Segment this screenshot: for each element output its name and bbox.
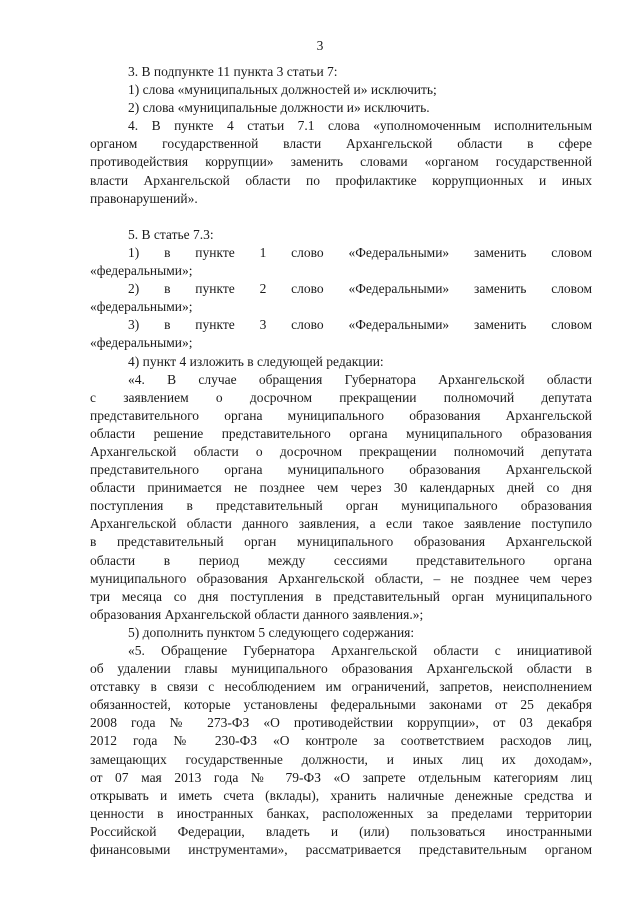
- text-line: 2) слова «муниципальные должности и» исключить.: [128, 100, 430, 116]
- text-line: ценности в иностранных банках, расположенных за пределами территории: [90, 805, 592, 821]
- text-line: 4) пункт 4 изложить в следующей редакции:: [128, 353, 384, 369]
- text-line: в представительный орган муниципального образования Архангельской: [90, 534, 592, 550]
- text-line: 2012 года № 230-ФЗ «О контроле за соответствием расходов лиц,: [90, 733, 592, 749]
- text-line: об удалении главы муниципального образования Архангельской области в: [90, 661, 592, 677]
- text-line: 5. В статье 7.3:: [128, 226, 214, 242]
- text-line: три месяца со дня поступления в представительный орган муниципального: [90, 588, 592, 604]
- text-line: «4. В случае обращения Губернатора Архангельской области: [128, 371, 592, 387]
- text-line: замещающих государственные должности, и иных лиц их доходам»,: [90, 751, 592, 767]
- text-line: власти Архангельской области по профилактике коррупционных и иных: [90, 172, 592, 188]
- text-line: противодействия коррупции» заменить словами «органом государственной: [90, 154, 592, 170]
- text-line: с заявлением о досрочном прекращении полномочий депутата: [90, 389, 592, 405]
- text-line: 5) дополнить пунктом 5 следующего содержания:: [128, 624, 415, 640]
- text-line: обязанностей, которые установлены федеральными законами от 25 декабря: [90, 697, 592, 713]
- text-line: «5. Обращение Губернатора Архангельской области с инициативой: [128, 643, 592, 658]
- text-line: Российской Федерации, владеть и (или) пользоваться иностранными: [90, 823, 592, 839]
- text-line: 2008 года № 273-ФЗ «О противодействии коррупции», от 03 декабря: [90, 715, 592, 731]
- text-line: от 07 мая 2013 года № 79-ФЗ «О запрете отдельным категориям лиц: [90, 769, 592, 785]
- text-line: образования Архангельской области данного заявления.»;: [90, 606, 424, 622]
- text-line: представительного органа муниципального образования Архангельской: [90, 462, 592, 478]
- paragraph-gap: [90, 208, 592, 226]
- text-line: 4. В пункте 4 статьи 7.1 слова «уполномоченным исполнительным: [128, 118, 592, 134]
- text-line: 2) в пункте 2 слово «Федеральными» заменить словом: [128, 281, 592, 297]
- text-line: муниципального образования Архангельской области, – не позднее чем через: [90, 570, 592, 586]
- text-line: органом государственной власти Архангельской области в сфере: [90, 136, 592, 152]
- text-line: «федеральными»;: [90, 299, 193, 315]
- text-line: открывать и иметь счета (вклады), хранить наличные денежные средства и: [90, 787, 592, 803]
- document-body: [90, 63, 592, 859]
- text-line: 1) в пункте 1 слово «Федеральными» заменить словом: [128, 244, 592, 260]
- page-number: 3: [316, 38, 324, 53]
- text-line: области в период между сессиями представительного органа: [90, 552, 592, 568]
- text-line: 3. В подпункте 11 пункта 3 статьи 7:: [128, 64, 338, 79]
- text-line: правонарушений».: [90, 190, 198, 206]
- text-line: поступления в представительный орган муниципального образования: [90, 498, 592, 514]
- text-line: отставку в связи с несоблюдением им ограничений, запретов, неисполнением: [90, 679, 592, 695]
- text-line: представительного органа муниципального образования Архангельской: [90, 407, 592, 423]
- text-line: Архангельской области данного заявления, а если такое заявление поступило: [90, 516, 592, 532]
- text-line: Архангельской области о досрочном прекращении полномочий депутата: [90, 443, 592, 459]
- text-line: «федеральными»;: [90, 335, 193, 351]
- text-line: «федеральными»;: [90, 263, 193, 279]
- text-line: области решение представительного органа муниципального образования: [90, 425, 592, 441]
- text-line: 3) в пункте 3 слово «Федеральными» заменить словом: [128, 317, 592, 333]
- text-line: области принимается не позднее чем через 30 календарных дней со дня: [90, 480, 592, 496]
- text-line: 1) слова «муниципальных должностей и» исключить;: [128, 82, 437, 98]
- text-line: финансовыми инструментами», рассматривается представительным органом: [90, 842, 592, 858]
